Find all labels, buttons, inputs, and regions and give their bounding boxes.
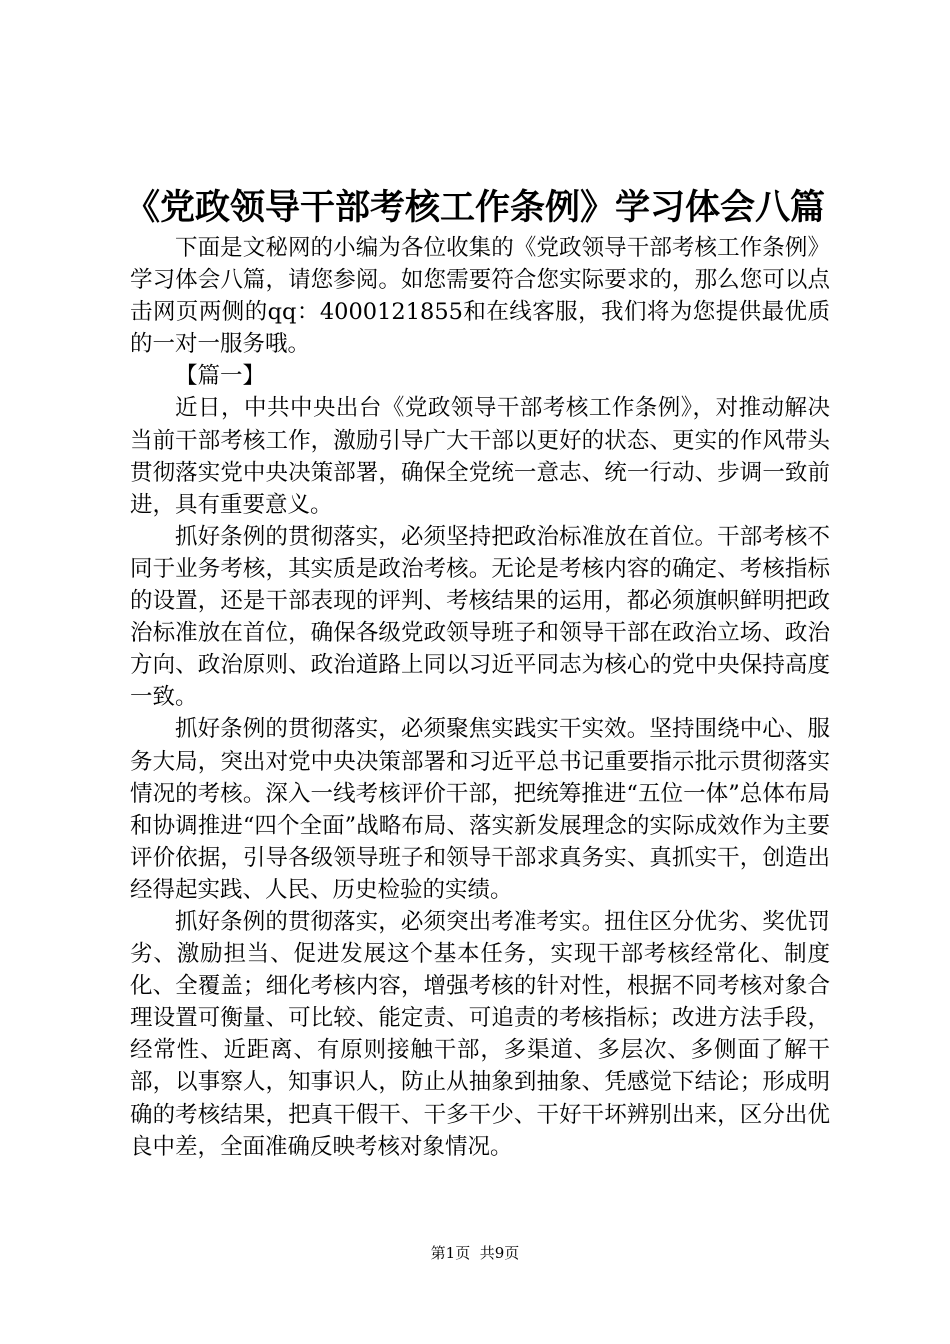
intro-paragraph: 下面是文秘网的小编为各位收集的《党政领导干部考核工作条例》学习体会八篇，请您参阅。如您需要符合您实际要求的，那么您可以点击网页两侧的qq：4000121855和在线客服，我们将为您提供最优质的一对一服务哦。 <box>130 235 830 358</box>
document-body <box>130 232 830 1163</box>
document-title: 《党政领导干部考核工作条例》学习体会八篇 <box>124 187 825 228</box>
body-paragraph: 近日，中共中央出台《党政领导干部考核工作条例》，对推动解决当前干部考核工作，激励引导广大干部以更好的状态、更实的作风带头贯彻落实党中央决策部署，确保全党统一意志、统一行动、步调一致前进，具有重要意义。 <box>130 395 830 518</box>
page-footer <box>0 1243 950 1263</box>
page-total: 共9页 <box>479 1244 520 1262</box>
body-paragraph: 抓好条例的贯彻落实，必须坚持把政治标准放在首位。干部考核不同于业务考核，其实质是政治考核。无论是考核内容的确定、考核指标的设置，还是干部表现的评判、考核结果的运用，都必须旗帜鲜明把政治标准放在首位，确保各级党政领导班子和领导干部在政治立场、政治方向、政治原则、政治道路上同以习近平同志为核心的党中央保持高度一致。 <box>130 523 830 711</box>
page-number: 第1页 <box>430 1244 471 1262</box>
body-paragraph: 抓好条例的贯彻落实，必须聚焦实践实干实效。坚持围绕中心、服务大局，突出对党中央决策部署和习近平总书记重要指示批示贯彻落实情况的考核。深入一线考核评价干部，把统筹推进“五位一体”总体布局和协调推进“四个全面”战略布局、落实新发展理念的实际成效作为主要评价依据，引导各级领导班子和领导干部求真务实、真抓实干，创造出经得起实践、人民、历史检验的实绩。 <box>130 716 830 903</box>
section-heading: 【篇一】 <box>175 363 266 390</box>
body-paragraph: 抓好条例的贯彻落实，必须突出考准考实。扭住区分优劣、奖优罚劣、激励担当、促进发展这个基本任务，实现干部考核经常化、制度化、全覆盖；细化考核内容，增强考核的针对性，根据不同考核对象合理设置可衡量、可比较、能定责、可追责的考核指标；改进方法手段，经常性、近距离、有原则接触干部，多渠道、多层次、多侧面了解干部，以事察人，知事识人，防止从抽象到抽象、凭感觉下结论；形成明确的考核结果，把真干假干、干多干少、干好干坏辨别出来，区分出优良中差，全面准确反映考核对象情况。 <box>130 908 830 1160</box>
